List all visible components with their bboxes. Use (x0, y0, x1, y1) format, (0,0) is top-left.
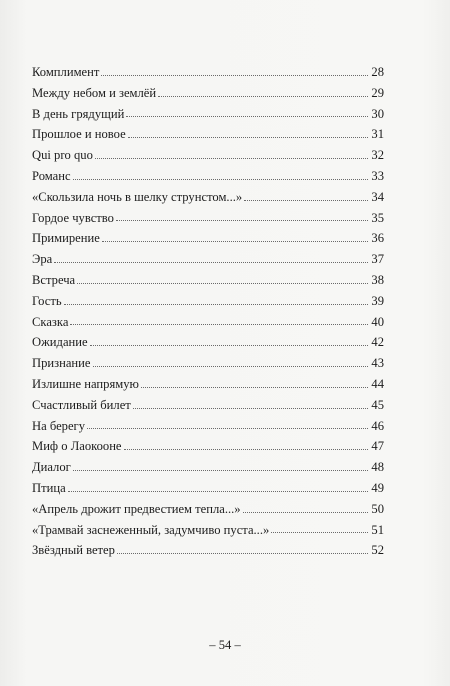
toc-entry (32, 436, 384, 457)
toc-entry-title: Примирение (32, 231, 100, 246)
toc-entry-title: Признание (32, 356, 91, 371)
toc-entry-title: Между небом и землёй (32, 85, 157, 100)
toc-entry-page-number: 29 (371, 85, 384, 100)
toc-entry (32, 124, 384, 145)
dot-leader (244, 200, 368, 201)
toc-entry (32, 270, 384, 291)
dot-leader (117, 553, 368, 554)
toc-entry-page-number: 52 (371, 543, 384, 558)
dot-leader (95, 158, 368, 159)
dot-leader (73, 179, 368, 180)
toc-entry (32, 499, 384, 520)
dot-leader (54, 262, 368, 263)
toc-entry (32, 416, 384, 437)
toc-entry-page-number: 37 (371, 252, 384, 267)
toc-entry-page-number: 30 (371, 106, 384, 121)
dot-leader (70, 324, 368, 325)
toc-entry (32, 249, 384, 270)
dot-leader (243, 512, 368, 513)
toc-entry-title: Сказка (32, 314, 69, 329)
toc-entry-page-number: 32 (371, 148, 384, 163)
dot-leader (73, 470, 368, 471)
toc-entry-title: Счастливый билет (32, 397, 131, 412)
toc-entry-page-number: 44 (371, 376, 384, 391)
toc-entry (32, 187, 384, 208)
dot-leader (133, 408, 368, 409)
toc-entry-title: «Апрель дрожит предвестием тепла...» (32, 501, 241, 516)
dot-leader (116, 220, 368, 221)
toc-entry (32, 291, 384, 312)
toc-entry-page-number: 31 (371, 127, 384, 142)
toc-entry-title: Гость (32, 293, 62, 308)
toc-entry-title: «Трамвай заснеженный, задумчиво пуста...» (32, 522, 270, 537)
toc-entry-page-number: 33 (371, 168, 384, 183)
toc-entry (32, 208, 384, 229)
dot-leader (101, 75, 368, 76)
toc-entry-page-number: 28 (371, 65, 384, 79)
dot-leader (141, 387, 368, 388)
toc-entry (32, 104, 384, 125)
toc-entry-page-number: 49 (371, 480, 384, 495)
toc-entry (32, 540, 384, 561)
toc-entry-page-number: 51 (371, 522, 384, 537)
toc-entry (32, 83, 384, 104)
dot-leader (126, 116, 368, 117)
toc-entry-page-number: 47 (371, 439, 384, 454)
toc-entry-page-number: 39 (371, 293, 384, 308)
dot-leader (87, 428, 368, 429)
dot-leader (158, 96, 368, 97)
toc-entry-title: Встреча (32, 272, 76, 287)
toc-entry-title: Комплимент (32, 65, 100, 79)
toc-entry (32, 395, 384, 416)
toc-entry (32, 353, 384, 374)
toc-entry-page-number: 42 (371, 335, 384, 350)
dot-leader (128, 137, 368, 138)
toc-entry (32, 62, 384, 83)
dot-leader (77, 283, 368, 284)
toc-entry-page-number: 46 (371, 418, 384, 433)
dot-leader (124, 449, 368, 450)
dot-leader (68, 491, 368, 492)
toc-entry-page-number: 43 (371, 356, 384, 371)
toc-entry-page-number: 36 (371, 231, 384, 246)
table-of-contents (32, 62, 384, 561)
toc-entry-title: «Скользила ночь в шелку струнстом...» (32, 189, 243, 204)
toc-entry-page-number: 38 (371, 272, 384, 287)
toc-entry-page-number: 35 (371, 210, 384, 225)
toc-entry (32, 457, 384, 478)
toc-entry-title: На берегу (32, 418, 86, 433)
toc-entry (32, 166, 384, 187)
toc-entry-page-number: 45 (371, 397, 384, 412)
toc-entry-title: Звёздный ветер (32, 543, 115, 558)
toc-entry-title: В день грядущий (32, 106, 125, 121)
toc-entry-title: Гордое чувство (32, 210, 114, 225)
toc-entry (32, 312, 384, 333)
dot-leader (64, 304, 368, 305)
toc-entry-title: Миф о Лаокооне (32, 439, 122, 454)
toc-entry-title: Романс (32, 168, 71, 183)
toc-entry-title: Диалог (32, 460, 71, 475)
toc-entry-title: Птица (32, 480, 66, 495)
dot-leader (90, 345, 368, 346)
toc-entry (32, 478, 384, 499)
toc-entry (32, 374, 384, 395)
dot-leader (271, 532, 368, 533)
dot-leader (102, 241, 368, 242)
toc-entry-title: Qui pro quo (32, 148, 93, 163)
toc-entry (32, 520, 384, 541)
toc-entry (32, 145, 384, 166)
toc-entry (32, 332, 384, 353)
toc-entry-title: Ожидание (32, 335, 88, 350)
toc-entry (32, 228, 384, 249)
page-number: – 54 – (209, 638, 241, 652)
dot-leader (93, 366, 368, 367)
toc-entry-title: Прошлое и новое (32, 127, 126, 142)
toc-entry-title: Излишне напрямую (32, 376, 139, 391)
toc-entry-title: Эра (32, 252, 53, 267)
toc-entry-page-number: 50 (371, 501, 384, 516)
toc-entry-page-number: 34 (371, 189, 384, 204)
toc-entry-page-number: 40 (371, 314, 384, 329)
toc-entry-page-number: 48 (371, 460, 384, 475)
